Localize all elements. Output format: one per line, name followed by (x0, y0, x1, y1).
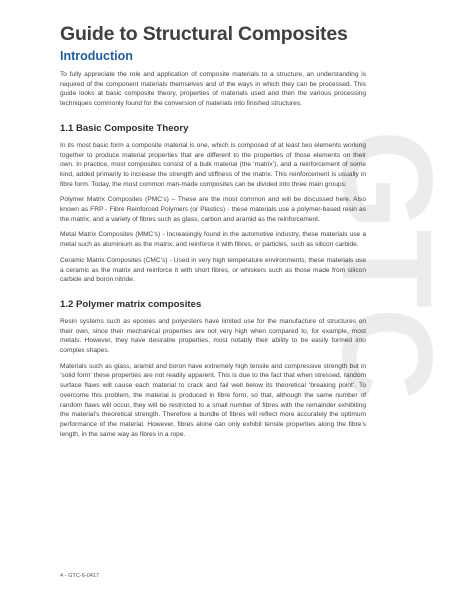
section-1-2-heading: 1.2 Polymer matrix composites (60, 298, 202, 310)
intro-heading: Introduction (60, 49, 133, 63)
section-1-1-paragraph: Metal Matrix Composites (MMC’s) - Increasingly found in the automotive industry, these materials use a metal such as aluminium as the matrix, and reinforce it with fibres, or particles, such as silicon carbide. (60, 231, 366, 249)
section-1-1-paragraph: Ceramic Matrix Composites (CMC’s) - Used in very high temperature environments, these materials use a ceramic as the matrix and reinforce it with short fibres, or whiskers such as those made from silicon carbide and boron nitride. (60, 256, 366, 284)
page-footer: 4 - GTC-6-0417 (60, 573, 100, 579)
section-1-2-paragraph: Resin systems such as epoxies and polyesters have limited use for the manufacture of structures on their own, since their mechanical properties are not very high when compared to, for example, most metals. However, they have desirable properties, most notably their ability to be easily formed into complex shapes. (60, 317, 366, 355)
page-content (60, 22, 366, 439)
watermark-text: GTC (315, 130, 458, 401)
page-title: Guide to Structural Composites (60, 23, 348, 45)
section-1-1-heading: 1.1 Basic Composite Theory (60, 122, 189, 134)
section-1-2-paragraph: Materials such as glass, aramid and boron have extremely high tensile and compressive strength but in ‘solid form’ these properties are not readily apparent. This is due to the fact that when stressed, random surface flaws will cause each material to crack and fail well below its theoretical ‘breaking point’. To overcome this problem, the material is produced in fibre form, so that, although the same number of random flaws will occur, they will be restricted to a small number of fibres with the remainder exhibiting the material’s theoretical strength. Therefore a bundle of fibres will reflect more accurately the optimum performance of the material. However, fibres alone can only exhibit tensile properties along the fibre’s length, in the same way as fibres in a rope. (60, 362, 366, 438)
section-1-1-paragraph: In its most basic form a composite material is one, which is composed of at least two elements working together to produce material properties that are different to the properties of those elements on their own. In practice, most composites consist of a bulk material (the ‘matrix’), and a reinforcement of some kind, added primarily to increase the strength and stiffness of the matrix. This reinforcement is usually in fibre form. Today, the most common man-made composites can be divided into three main groups: (60, 141, 366, 188)
section-1-1-paragraph: Polymer Matrix Composites (PMC’s) – These are the most common and will be discussed here. Also known as FRP - Fibre Reinforced Polymers (or Plastics) - these materials use a polymer-based resin as the matrix, and a variety of fibres such as glass, carbon and aramid as the reinforcement. (60, 196, 366, 223)
intro-paragraph: To fully appreciate the role and application of composite materials to a structure, an understanding is required of the component materials themselves and of the ways in which they can be processed. This guide looks at basic composite theory, properties of materials used and then the various processing techniques commonly found for the conversion of materials into finished structures. (60, 71, 366, 108)
